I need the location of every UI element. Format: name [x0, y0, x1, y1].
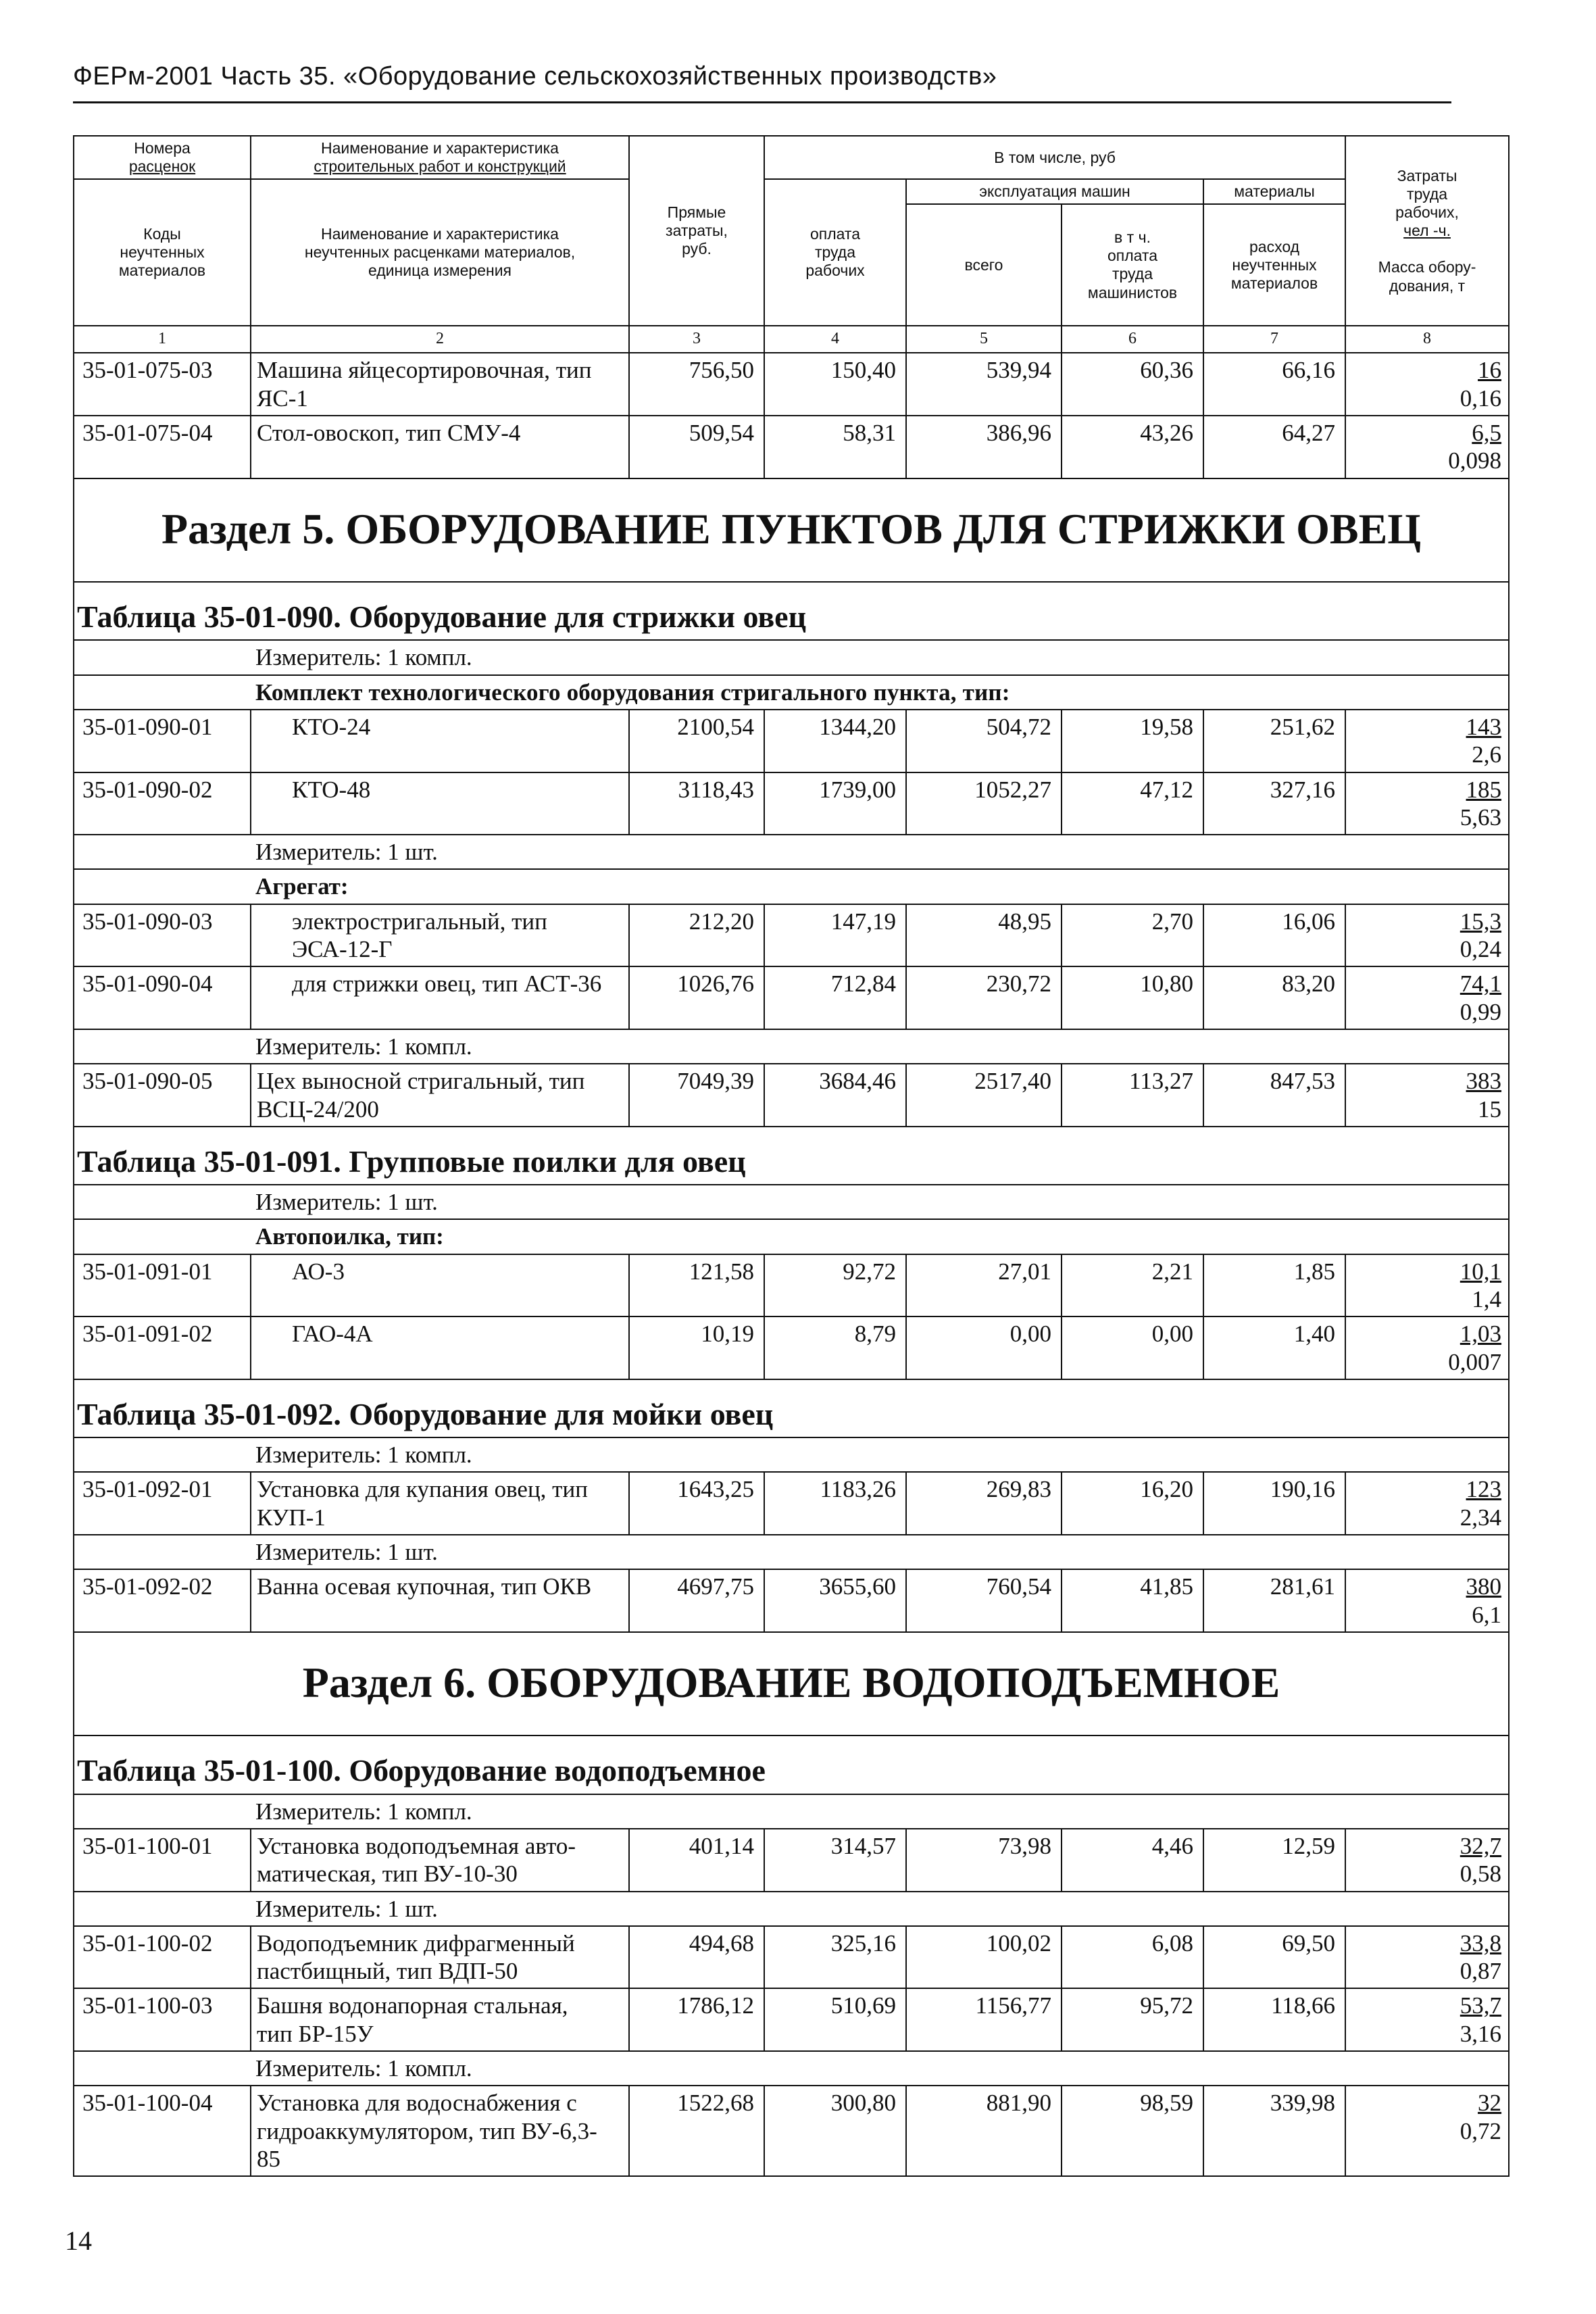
col-header-material-codes: Коды неучтенных материалов: [74, 179, 251, 326]
item-name: [251, 416, 629, 478]
labor-mass: [1345, 416, 1509, 478]
cell-text: 15: [1478, 1096, 1502, 1123]
table-title: Таблица 35-01-100. Оборудование водоподъемное: [74, 1736, 1509, 1794]
col-header-labor-mass: Затраты труда рабочих, чел -ч. Масса обору- дования, т: [1345, 136, 1509, 326]
materials-cost: 69,50: [1203, 1926, 1345, 1989]
group-label: Агрегат:: [74, 869, 1509, 904]
cell-text: ГАО-4А: [292, 1321, 373, 1348]
cell-text: 0,72: [1460, 2117, 1502, 2144]
group-label: Комплект технологического оборудования стригального пункта, тип:: [74, 675, 1509, 710]
cell-text: 0,99: [1460, 998, 1502, 1025]
group-label-row: [74, 675, 1509, 710]
table-row: [74, 1316, 1509, 1379]
worker-wages: 510,69: [764, 1988, 906, 2051]
direct-costs: 1026,76: [629, 966, 764, 1029]
group-label-row: [74, 869, 1509, 904]
col-header-worker-wages: оплата труда рабочих: [764, 179, 906, 326]
materials-cost: 16,06: [1203, 904, 1345, 967]
materials-cost: 281,61: [1203, 1569, 1345, 1632]
cell-text: Установка для купания овец, тип: [257, 1476, 588, 1503]
rates-table: [73, 135, 1510, 2177]
cell-text: 185: [1466, 776, 1502, 803]
labor-mass: [1345, 1472, 1509, 1535]
machine-costs: 386,96: [906, 416, 1062, 478]
rate-code: 35-01-075-04: [74, 416, 251, 478]
rate-code: 35-01-092-02: [74, 1569, 251, 1632]
unit-measure-row: [74, 1029, 1509, 1064]
operator-wages: 10,80: [1062, 966, 1203, 1029]
page-header: ФЕРм-2001 Часть 35. «Оборудование сельскохозяйственных производств»: [73, 62, 997, 91]
header-rule: [73, 101, 1451, 103]
cell-text: 32: [1478, 2090, 1502, 2117]
cell-text: 33,8: [1460, 1929, 1502, 1956]
cell-text: 2,34: [1460, 1504, 1502, 1531]
operator-wages: 60,36: [1062, 353, 1203, 416]
materials-cost: 118,66: [1203, 1988, 1345, 2051]
column-index-row: [74, 326, 1509, 353]
operator-wages: 47,12: [1062, 772, 1203, 835]
table-row: [74, 416, 1509, 478]
materials-cost: 339,98: [1203, 2086, 1345, 2176]
table-title-row: [74, 1379, 1509, 1437]
table-row: [74, 1829, 1509, 1892]
cell-text: ВСЦ-24/200: [257, 1096, 379, 1123]
group-label-row: [74, 1219, 1509, 1254]
machine-costs: 1052,27: [906, 772, 1062, 835]
col-index: 1: [74, 326, 251, 353]
item-name: [251, 710, 629, 772]
direct-costs: 121,58: [629, 1254, 764, 1317]
col-index: 6: [1062, 326, 1203, 353]
cell-text: АО-3: [292, 1258, 345, 1285]
document-body: [73, 135, 1508, 2177]
table-row: [74, 2086, 1509, 2176]
operator-wages: 0,00: [1062, 1316, 1203, 1379]
section-title-row: [74, 478, 1509, 583]
materials-cost: 1,85: [1203, 1254, 1345, 1317]
machine-costs: 27,01: [906, 1254, 1062, 1317]
labor-mass: [1345, 1829, 1509, 1892]
col-index: 4: [764, 326, 906, 353]
direct-costs: 401,14: [629, 1829, 764, 1892]
table-title-row: [74, 582, 1509, 640]
table-row: [74, 1926, 1509, 1989]
unit-measure: Измеритель: 1 шт.: [74, 1892, 1509, 1926]
machine-costs: 269,83: [906, 1472, 1062, 1535]
cell-text: 15,3: [1460, 908, 1502, 935]
unit-measure: Измеритель: 1 компл.: [74, 1794, 1509, 1829]
unit-measure-row: [74, 1535, 1509, 1569]
cell-text: 0,007: [1448, 1348, 1502, 1375]
labor-mass: [1345, 2086, 1509, 2176]
cell-text: 1,03: [1460, 1321, 1502, 1348]
cell-text: ЯС-1: [257, 385, 308, 412]
table-row: [74, 1064, 1509, 1127]
cell-text: 0,87: [1460, 1958, 1502, 1985]
operator-wages: 16,20: [1062, 1472, 1203, 1535]
cell-text: 6,1: [1472, 1601, 1502, 1628]
item-name: [251, 1254, 629, 1317]
page-number: 14: [65, 2225, 92, 2256]
labor-mass: [1345, 1926, 1509, 1989]
worker-wages: 325,16: [764, 1926, 906, 1989]
cell-text: 0,16: [1460, 385, 1502, 412]
rate-code: 35-01-091-02: [74, 1316, 251, 1379]
materials-cost: 64,27: [1203, 416, 1345, 478]
direct-costs: 7049,39: [629, 1064, 764, 1127]
col-index: 3: [629, 326, 764, 353]
unit-measure-row: [74, 1794, 1509, 1829]
machine-costs: 100,02: [906, 1926, 1062, 1989]
direct-costs: 4697,75: [629, 1569, 764, 1632]
materials-cost: 327,16: [1203, 772, 1345, 835]
direct-costs: 212,20: [629, 904, 764, 967]
rate-code: 35-01-090-01: [74, 710, 251, 772]
unit-measure: Измеритель: 1 компл.: [74, 1029, 1509, 1064]
cell-text: КТО-24: [292, 713, 371, 740]
unit-measure-row: [74, 835, 1509, 869]
labor-mass: [1345, 1254, 1509, 1317]
cell-text: 5,63: [1460, 804, 1502, 831]
worker-wages: 58,31: [764, 416, 906, 478]
direct-costs: 2100,54: [629, 710, 764, 772]
operator-wages: 113,27: [1062, 1064, 1203, 1127]
direct-costs: 1522,68: [629, 2086, 764, 2176]
item-name: [251, 2086, 629, 2176]
unit-measure-row: [74, 1185, 1509, 1219]
table-row: [74, 772, 1509, 835]
section-title: Раздел 5. ОБОРУДОВАНИЕ ПУНКТОВ ДЛЯ СТРИЖКИ ОВЕЦ: [74, 478, 1509, 583]
direct-costs: 756,50: [629, 353, 764, 416]
col-header-machine-total: всего: [906, 204, 1062, 326]
item-name: [251, 1316, 629, 1379]
group-label: Автопоилка, тип:: [74, 1219, 1509, 1254]
operator-wages: 98,59: [1062, 2086, 1203, 2176]
unit-measure-row: [74, 640, 1509, 674]
cell-text: 85: [257, 2145, 280, 2172]
unit-measure: Измеритель: 1 шт.: [74, 1535, 1509, 1569]
col-header-operator-wages: в т ч. оплата труда машинистов: [1062, 204, 1203, 326]
unit-measure: Измеритель: 1 компл.: [74, 1437, 1509, 1472]
cell-text: Цех выносной стригальный, тип: [257, 1068, 585, 1095]
cell-text: электростригальный, тип: [292, 908, 547, 935]
direct-costs: 1786,12: [629, 1988, 764, 2051]
machine-costs: 230,72: [906, 966, 1062, 1029]
labor-mass: [1345, 904, 1509, 967]
machine-costs: 0,00: [906, 1316, 1062, 1379]
labor-mass: [1345, 772, 1509, 835]
rate-code: 35-01-075-03: [74, 353, 251, 416]
cell-text: 0,098: [1448, 447, 1502, 474]
col-header-work-name: Наименование и характеристика строительных работ и конструкций: [251, 136, 629, 179]
worker-wages: 3684,46: [764, 1064, 906, 1127]
cell-text: 0,58: [1460, 1861, 1502, 1888]
worker-wages: 92,72: [764, 1254, 906, 1317]
machine-costs: 73,98: [906, 1829, 1062, 1892]
item-name: [251, 1472, 629, 1535]
machine-costs: 504,72: [906, 710, 1062, 772]
table-row: [74, 966, 1509, 1029]
col-header-machine-operation: эксплуатация машин: [906, 179, 1203, 204]
cell-text: тип БР-15У: [257, 2020, 374, 2047]
table-row: [74, 1569, 1509, 1632]
item-name: [251, 1569, 629, 1632]
worker-wages: 1183,26: [764, 1472, 906, 1535]
operator-wages: 2,21: [1062, 1254, 1203, 1317]
cell-text: 1,4: [1472, 1285, 1502, 1312]
cell-text: для стрижки овец, тип АСТ-36: [292, 970, 602, 998]
worker-wages: 712,84: [764, 966, 906, 1029]
col-header-material-name: Наименование и характеристика неучтенных расценками материалов, единица измерения: [251, 179, 629, 326]
column-header-row-2: [74, 179, 1509, 204]
cell-text: 123: [1466, 1476, 1502, 1503]
machine-costs: 539,94: [906, 353, 1062, 416]
table-row: [74, 1472, 1509, 1535]
unit-measure: Измеритель: 1 компл.: [74, 640, 1509, 674]
rate-code: 35-01-090-03: [74, 904, 251, 967]
worker-wages: 1344,20: [764, 710, 906, 772]
column-header-row-1: [74, 136, 1509, 179]
operator-wages: 6,08: [1062, 1926, 1203, 1989]
section-title-row: [74, 1632, 1509, 1736]
col-header-direct-costs: Прямые затраты, руб.: [629, 136, 764, 326]
cell-text: пастбищный, тип ВДП-50: [257, 1958, 518, 1985]
machine-costs: 1156,77: [906, 1988, 1062, 2051]
rates-table-body: [74, 136, 1509, 2176]
materials-cost: 251,62: [1203, 710, 1345, 772]
rate-code: 35-01-100-01: [74, 1829, 251, 1892]
table-title: Таблица 35-01-092. Оборудование для мойки овец: [74, 1379, 1509, 1437]
cell-text: 10,1: [1460, 1258, 1502, 1285]
cell-text: КТО-48: [292, 776, 371, 803]
materials-cost: 190,16: [1203, 1472, 1345, 1535]
table-title-row: [74, 1127, 1509, 1185]
item-name: [251, 772, 629, 835]
rate-code: 35-01-090-04: [74, 966, 251, 1029]
cell-text: 32,7: [1460, 1832, 1502, 1859]
item-name: [251, 904, 629, 967]
col-header-material-consumption: расход неучтенных материалов: [1203, 204, 1345, 326]
item-name: [251, 1829, 629, 1892]
worker-wages: 314,57: [764, 1829, 906, 1892]
worker-wages: 3655,60: [764, 1569, 906, 1632]
operator-wages: 43,26: [1062, 416, 1203, 478]
item-name: [251, 1064, 629, 1127]
rate-code: 35-01-092-01: [74, 1472, 251, 1535]
col-index: 2: [251, 326, 629, 353]
unit-measure: Измеритель: 1 шт.: [74, 1185, 1509, 1219]
item-name: [251, 353, 629, 416]
materials-cost: 1,40: [1203, 1316, 1345, 1379]
cell-text: 380: [1466, 1573, 1502, 1600]
direct-costs: 494,68: [629, 1926, 764, 1989]
machine-costs: 760,54: [906, 1569, 1062, 1632]
cell-text: гидроаккумулятором, тип ВУ-6,3-: [257, 2117, 597, 2144]
direct-costs: 3118,43: [629, 772, 764, 835]
cell-text: 6,5: [1472, 419, 1502, 446]
operator-wages: 4,46: [1062, 1829, 1203, 1892]
direct-costs: 509,54: [629, 416, 764, 478]
unit-measure: Измеритель: 1 компл.: [74, 2051, 1509, 2086]
cell-text: 74,1: [1460, 970, 1502, 998]
col-header-rate-numbers: Номера расценок: [74, 136, 251, 179]
materials-cost: 83,20: [1203, 966, 1345, 1029]
machine-costs: 2517,40: [906, 1064, 1062, 1127]
col-index: 7: [1203, 326, 1345, 353]
materials-cost: 66,16: [1203, 353, 1345, 416]
col-header-materials: материалы: [1203, 179, 1345, 204]
cell-text: ЭСА-12-Г: [292, 936, 393, 963]
rate-code: 35-01-100-02: [74, 1926, 251, 1989]
operator-wages: 41,85: [1062, 1569, 1203, 1632]
cell-text: 383: [1466, 1068, 1502, 1095]
operator-wages: 95,72: [1062, 1988, 1203, 2051]
labor-mass: [1345, 353, 1509, 416]
cell-text: матическая, тип ВУ-10-30: [257, 1861, 518, 1888]
section-title: Раздел 6. ОБОРУДОВАНИЕ ВОДОПОДЪЕМНОЕ: [74, 1632, 1509, 1736]
cell-text: 53,7: [1460, 1992, 1502, 2019]
item-name: [251, 1988, 629, 2051]
col-index: 5: [906, 326, 1062, 353]
table-title: Таблица 35-01-090. Оборудование для стрижки овец: [74, 582, 1509, 640]
worker-wages: 1739,00: [764, 772, 906, 835]
cell-text: Установка водоподъемная авто-: [257, 1832, 576, 1859]
cell-text: 16: [1478, 357, 1502, 384]
cell-text: Установка для водоснабжения с: [257, 2090, 577, 2117]
table-row: [74, 1254, 1509, 1317]
cell-text: 2,6: [1472, 741, 1502, 768]
unit-measure-row: [74, 1892, 1509, 1926]
unit-measure-row: [74, 2051, 1509, 2086]
labor-mass: [1345, 1064, 1509, 1127]
cell-text: 0,24: [1460, 936, 1502, 963]
table-row: [74, 904, 1509, 967]
col-header-including: В том числе, руб: [764, 136, 1345, 179]
unit-measure-row: [74, 1437, 1509, 1472]
cell-text: Башня водонапорная стальная,: [257, 1992, 568, 2019]
labor-mass: [1345, 1988, 1509, 2051]
rate-code: 35-01-090-05: [74, 1064, 251, 1127]
cell-text: Водоподъемник дифрагменный: [257, 1929, 575, 1956]
materials-cost: 12,59: [1203, 1829, 1345, 1892]
table-title: Таблица 35-01-091. Групповые поилки для овец: [74, 1127, 1509, 1185]
rate-code: 35-01-090-02: [74, 772, 251, 835]
machine-costs: 881,90: [906, 2086, 1062, 2176]
direct-costs: 10,19: [629, 1316, 764, 1379]
direct-costs: 1643,25: [629, 1472, 764, 1535]
worker-wages: 300,80: [764, 2086, 906, 2176]
table-row: [74, 1988, 1509, 2051]
worker-wages: 147,19: [764, 904, 906, 967]
rate-code: 35-01-100-04: [74, 2086, 251, 2176]
cell-text: КУП-1: [257, 1504, 326, 1531]
cell-text: 143: [1466, 713, 1502, 740]
cell-text: Ванна осевая купочная, тип ОКВ: [257, 1573, 592, 1600]
worker-wages: 150,40: [764, 353, 906, 416]
item-name: [251, 966, 629, 1029]
table-row: [74, 353, 1509, 416]
rate-code: 35-01-091-01: [74, 1254, 251, 1317]
rate-code: 35-01-100-03: [74, 1988, 251, 2051]
table-row: [74, 710, 1509, 772]
labor-mass: [1345, 966, 1509, 1029]
operator-wages: 19,58: [1062, 710, 1203, 772]
materials-cost: 847,53: [1203, 1064, 1345, 1127]
labor-mass: [1345, 1569, 1509, 1632]
labor-mass: [1345, 1316, 1509, 1379]
operator-wages: 2,70: [1062, 904, 1203, 967]
worker-wages: 8,79: [764, 1316, 906, 1379]
table-title-row: [74, 1736, 1509, 1794]
cell-text: 3,16: [1460, 2020, 1502, 2047]
cell-text: Стол-овоскоп, тип СМУ-4: [257, 419, 521, 446]
item-name: [251, 1926, 629, 1989]
labor-mass: [1345, 710, 1509, 772]
machine-costs: 48,95: [906, 904, 1062, 967]
cell-text: Машина яйцесортировочная, тип: [257, 357, 592, 384]
unit-measure: Измеритель: 1 шт.: [74, 835, 1509, 869]
col-index: 8: [1345, 326, 1509, 353]
